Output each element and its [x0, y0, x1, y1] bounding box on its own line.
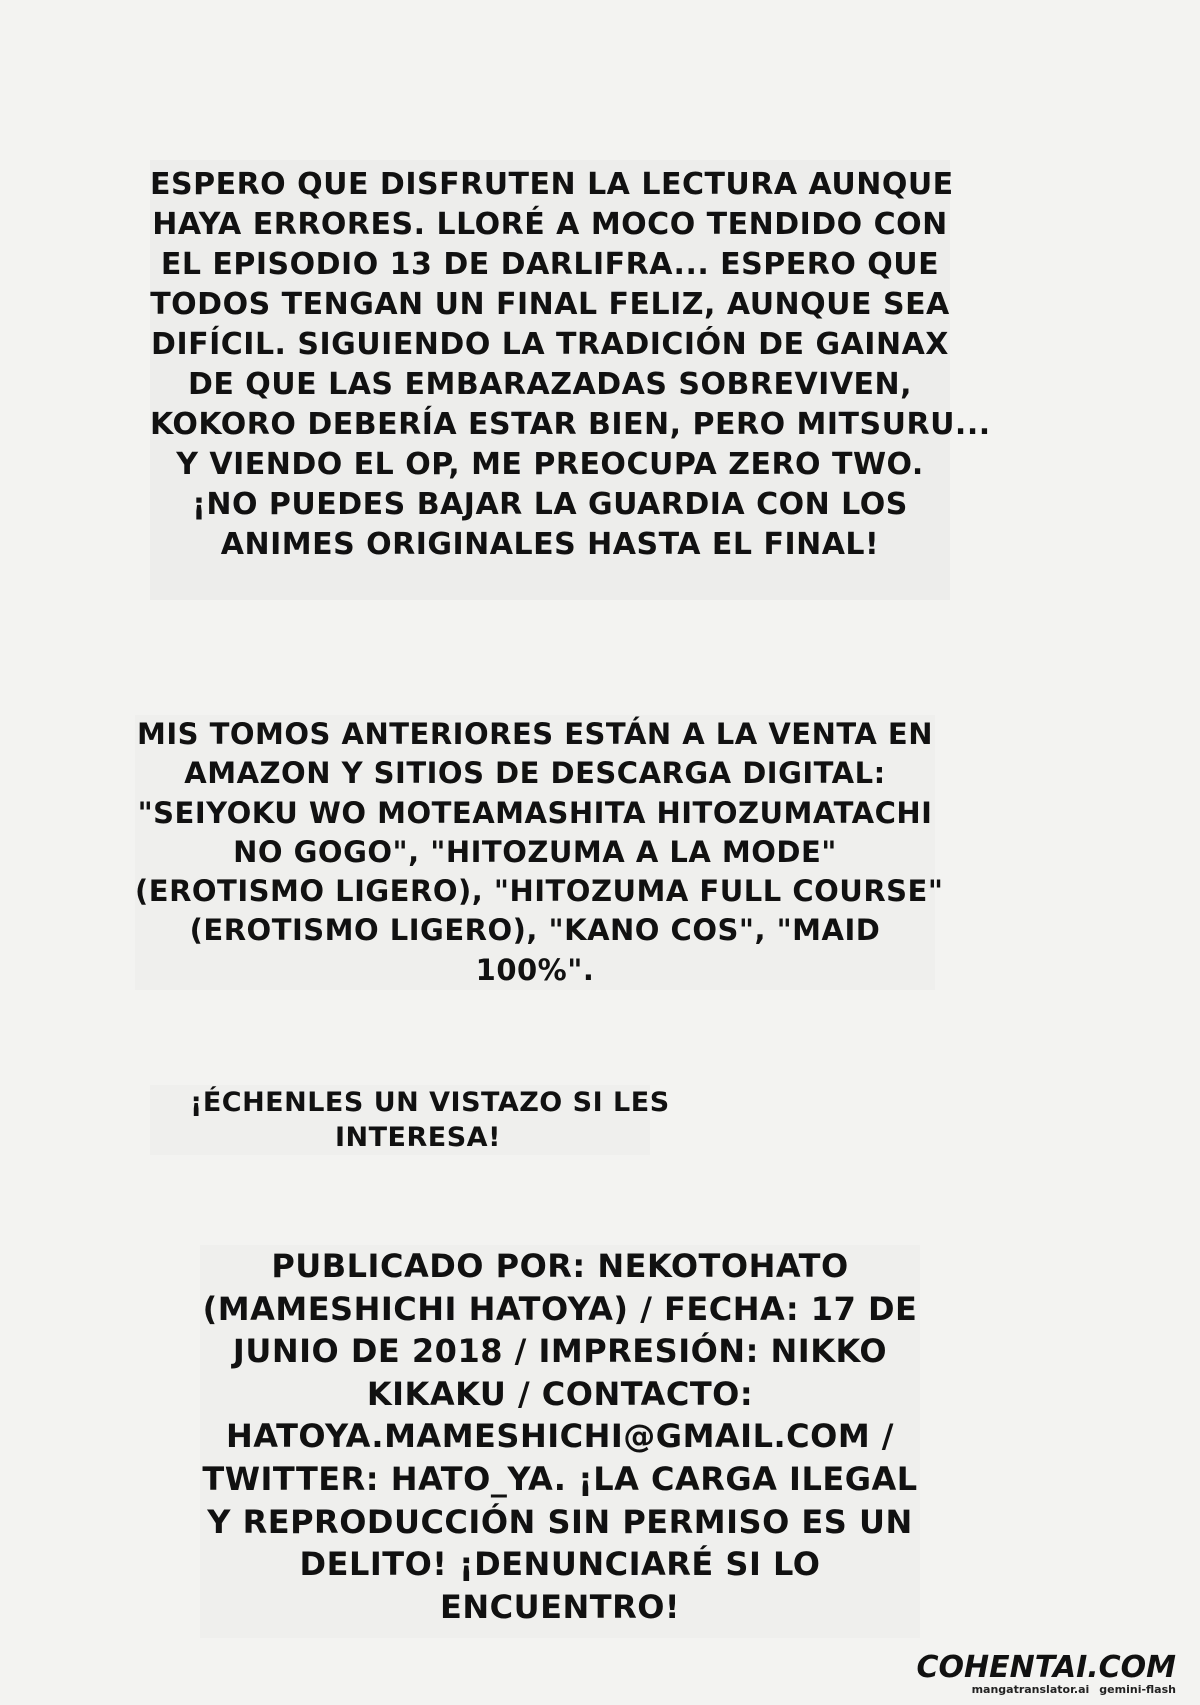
colophon-line: PUBLICADO POR: NEKOTOHATO	[271, 1247, 849, 1285]
colophon-line: JUNIO DE 2018 / IMPRESIÓN: NIKKO	[232, 1332, 888, 1371]
previous-works-text-block	[135, 715, 944, 990]
afterword-line: EL EPISODIO 13 DE DARLIFRA... ESPERO QUE	[160, 247, 940, 282]
afterword-line: DIFÍCIL. SIGUIENDO LA TRADICIÓN DE GAINAX	[151, 327, 949, 362]
previous-works-line: 100%".	[475, 952, 595, 987]
previous-works-line: (EROTISMO LIGERO), "HITOZUMA FULL COURSE"	[135, 874, 944, 909]
afterword-line: ¡NO PUEDES BAJAR LA GUARDIA CON LOS	[192, 487, 908, 522]
invitation-text-block	[150, 1085, 670, 1155]
colophon-line: (MAMESHICHI HATOYA) / FECHA: 17 DE	[202, 1289, 918, 1328]
previous-works-line: NO GOGO", "HITOZUMA A LA MODE"	[233, 834, 837, 869]
colophon-line: Y REPRODUCCIÓN SIN PERMISO ES UN	[207, 1502, 913, 1541]
invitation-line: ¡ÉCHENLES UN VISTAZO SI LES	[190, 1087, 670, 1118]
afterword-line: Y VIENDO EL OP, ME PREOCUPA ZERO TWO.	[176, 447, 924, 482]
previous-works-line: MIS TOMOS ANTERIORES ESTÁN A LA VENTA EN	[136, 717, 934, 751]
previous-works-line: (EROTISMO LIGERO), "KANO COS", "MAID	[189, 913, 881, 948]
credit-model: gemini-flash	[1099, 1683, 1176, 1696]
afterword-line: TODOS TENGAN UN FINAL FELIZ, AUNQUE SEA	[150, 287, 950, 322]
afterword-line: HAYA ERRORES. LLORÉ A MOCO TENDIDO CON	[152, 207, 948, 242]
credit-site: mangatranslator.ai	[971, 1683, 1090, 1696]
colophon-line: HATOYA.MAMESHICHI@GMAIL.COM /	[226, 1417, 894, 1456]
afterword-line: ESPERO QUE DISFRUTEN LA LECTURA AUNQUE	[150, 167, 954, 202]
previous-works-line: "SEIYOKU WO MOTEAMASHITA HITOZUMATACHI	[137, 795, 933, 830]
previous-works-line: AMAZON Y SITIOS DE DESCARGA DIGITAL:	[184, 756, 886, 791]
colophon-line: ENCUENTRO!	[439, 1587, 680, 1626]
colophon-line: TWITTER: HATO_YA. ¡LA CARGA ILEGAL	[202, 1459, 918, 1498]
invitation-line: INTERESA!	[335, 1122, 501, 1153]
watermark-credit	[962, 1683, 1176, 1697]
colophon-line: KIKAKU / CONTACTO:	[366, 1374, 754, 1413]
afterword-line: ANIMES ORIGINALES HASTA EL FINAL!	[220, 527, 880, 562]
afterword-line: KOKORO DEBERÍA ESTAR BIEN, PERO MITSURU...	[150, 407, 991, 442]
afterword-text-block	[150, 160, 991, 600]
watermark-logo: COHENTAI.COM	[916, 1650, 1176, 1685]
afterword-line: DE QUE LAS EMBARAZADAS SOBREVIVEN,	[187, 367, 913, 402]
colophon-text-block	[200, 1245, 920, 1638]
colophon-line: DELITO! ¡DENUNCIARÉ SI LO	[299, 1545, 821, 1584]
